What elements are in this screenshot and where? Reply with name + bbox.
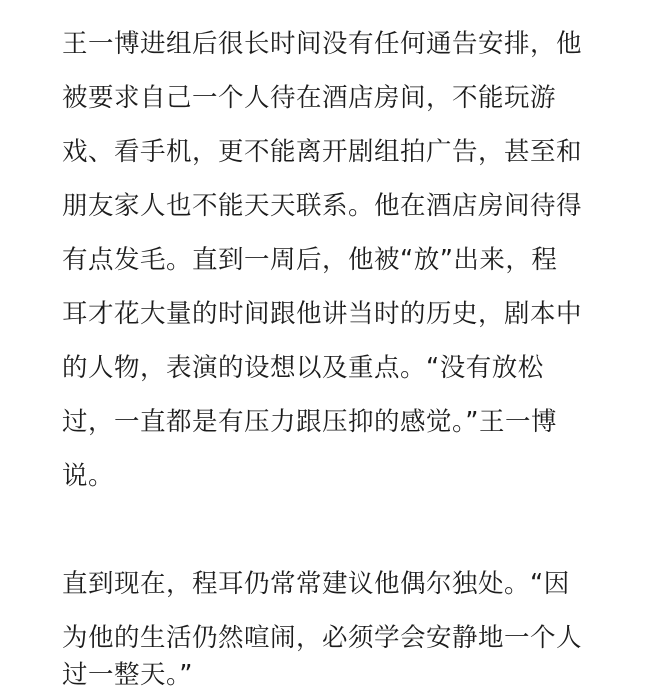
text-line: 耳才花大量的时间跟他讲当时的历史，剧本中 bbox=[62, 299, 583, 329]
text-line: 为他的生活仍然喧闹，必须学会安静地一个人 bbox=[62, 623, 583, 653]
article-body bbox=[62, 0, 622, 697]
text-line: 过一整天。” bbox=[62, 660, 193, 690]
text-line: 说。 bbox=[62, 461, 115, 491]
text-line: 直到现在，程耳仍常常建议他偶尔独处。“因 bbox=[62, 569, 570, 599]
text-line: 的人物，表演的设想以及重点。“没有放松 bbox=[62, 353, 544, 383]
text-line: 戏、看手机，更不能离开剧组拍广告，甚至和 bbox=[62, 137, 583, 167]
text-line: 有点发毛。直到一周后，他被“放”出来，程 bbox=[62, 245, 558, 275]
text-line: 王一博进组后很长时间没有任何通告安排，他 bbox=[62, 29, 583, 59]
text-line: 被要求自己一个人待在酒店房间，不能玩游 bbox=[62, 83, 557, 113]
text-line: 朋友家人也不能天天联系。他在酒店房间待得 bbox=[62, 191, 583, 221]
text-line: 过，一直都是有压力跟压抑的感觉。”王一博 bbox=[62, 407, 557, 437]
